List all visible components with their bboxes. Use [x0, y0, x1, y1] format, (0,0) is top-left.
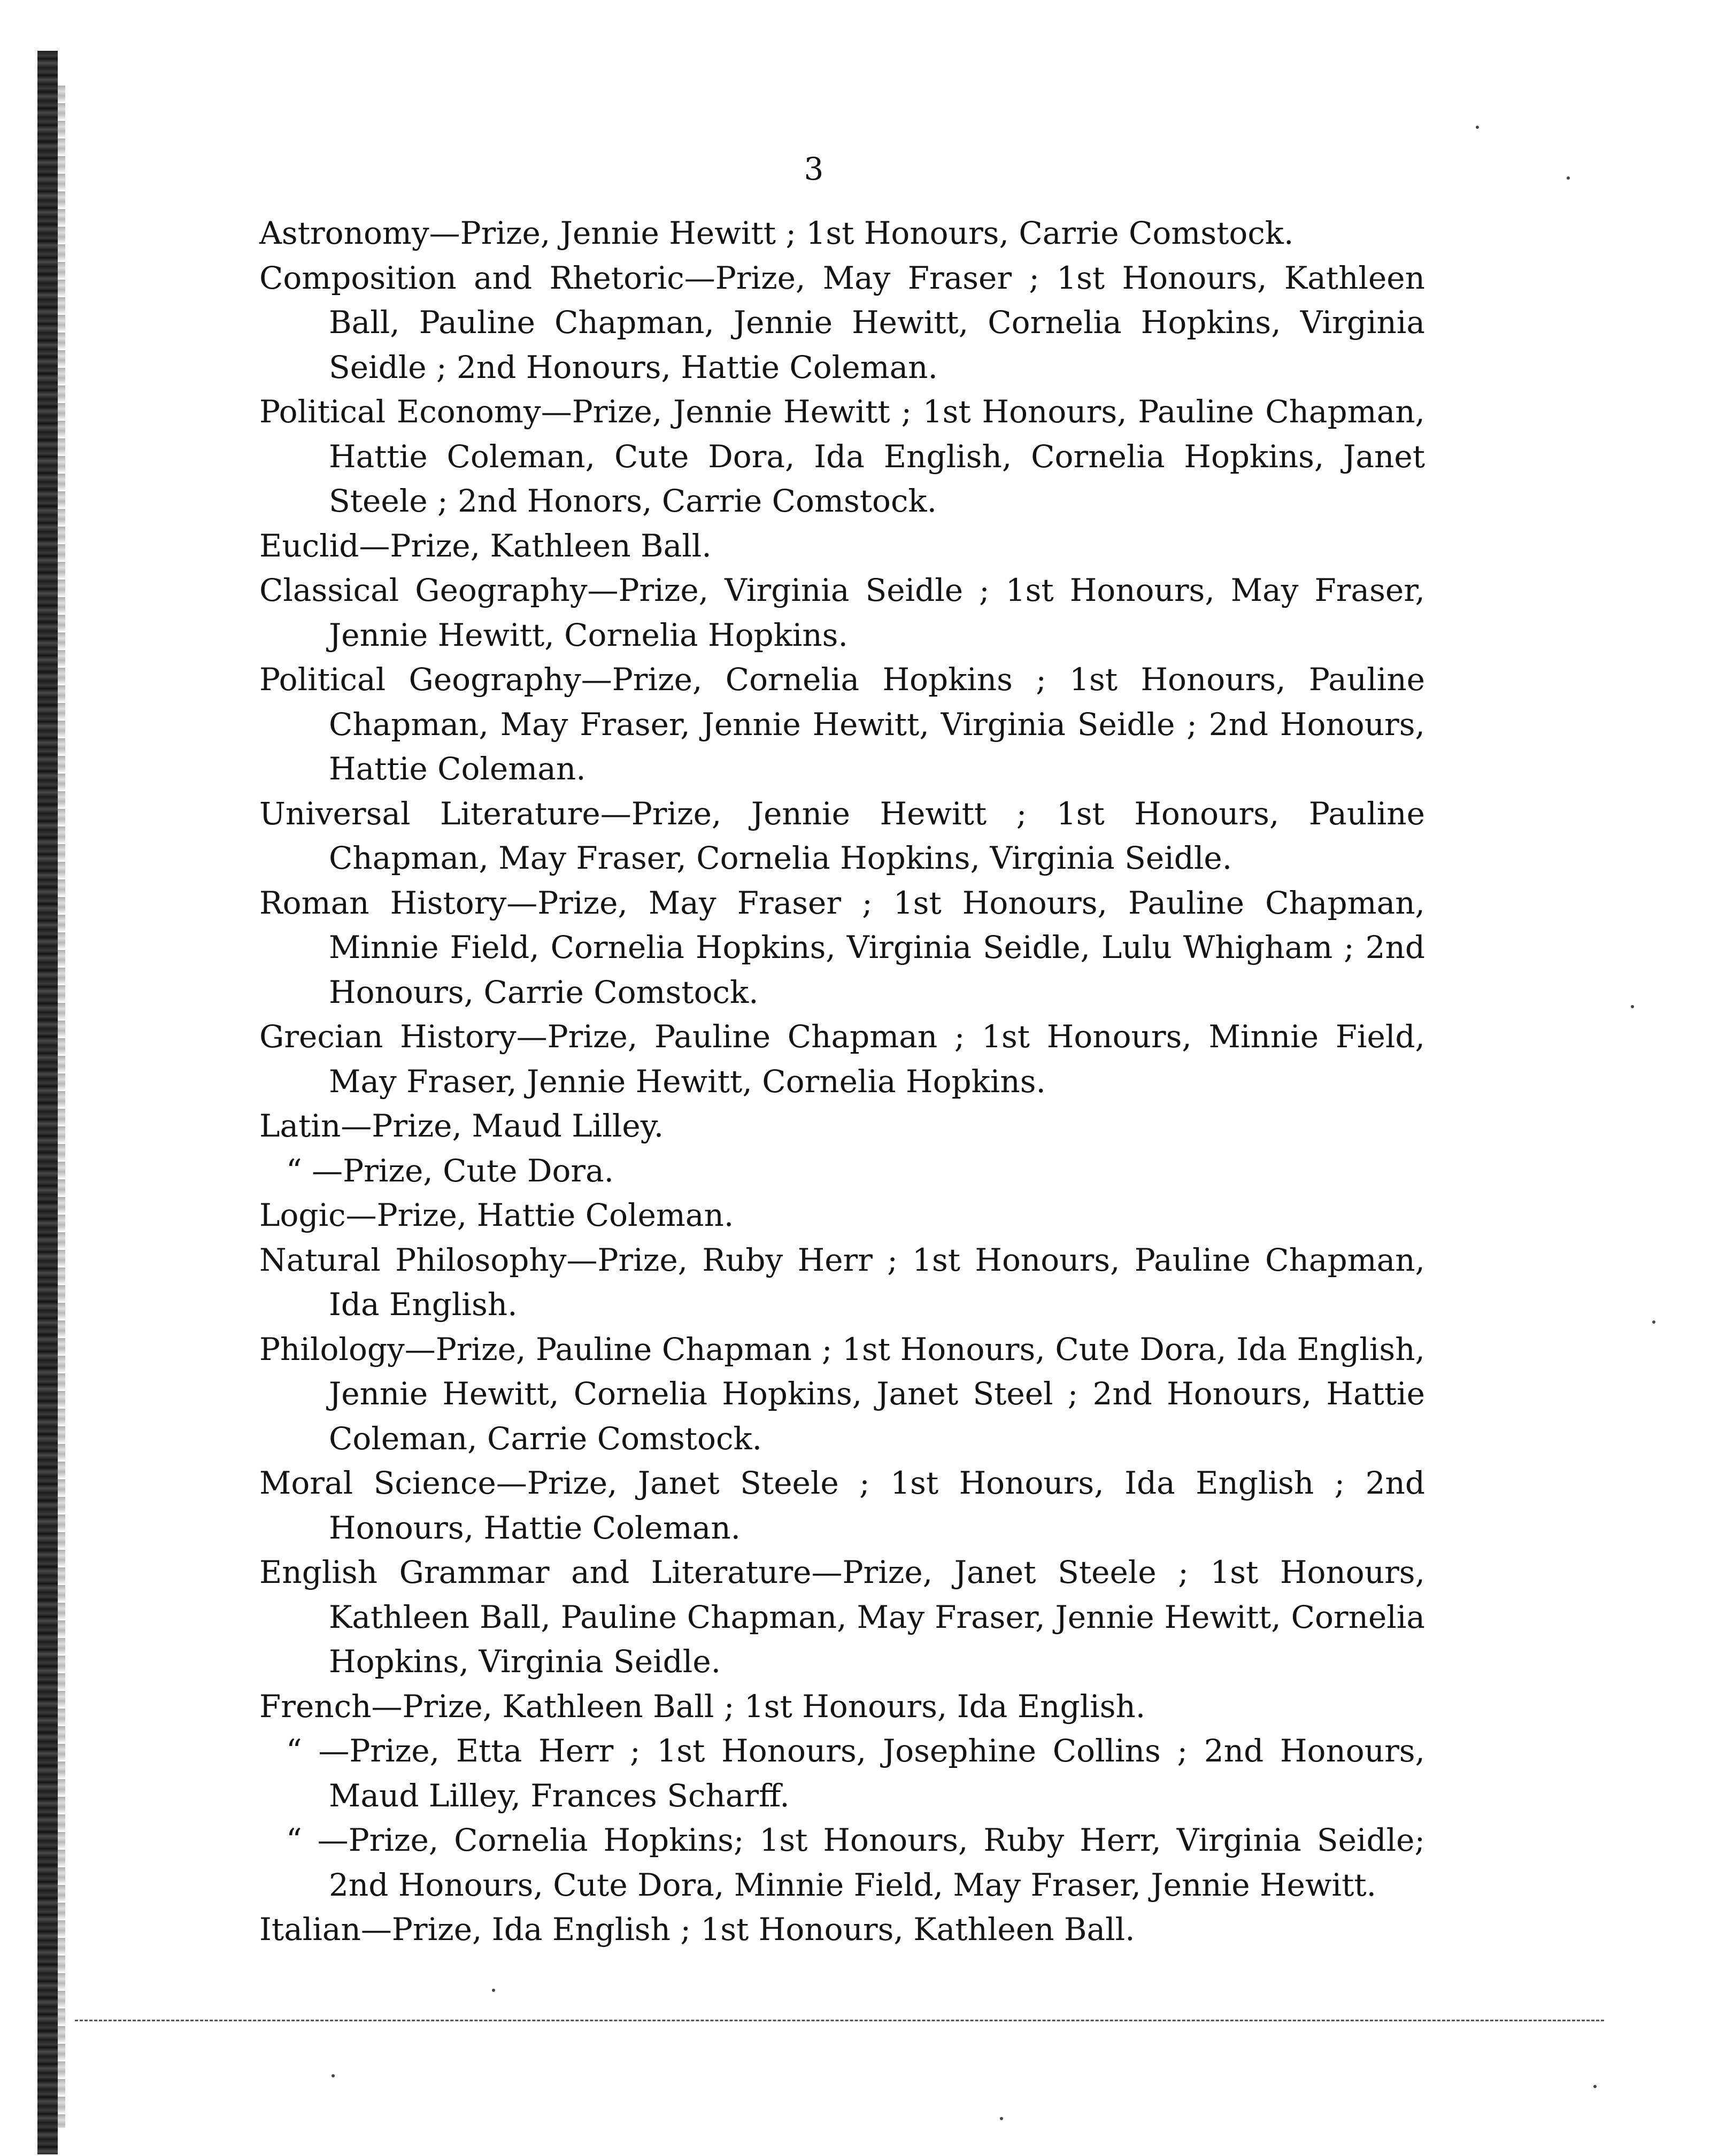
- scan-speck: [1476, 126, 1479, 129]
- entry-english-grammar-and-literature: English Grammar and Literature—Prize, Janet Steele ; 1st Honours, Kathleen Ball, Pauline Chapman, May Fraser, Jennie Hewitt, Cornelia Hopkins, Virginia Seidle.: [259, 1554, 1425, 1680]
- entry-french-ditto-1: “ —Prize, Etta Herr ; 1st Honours, Josephine Collins ; 2nd Honours, Maud Lilley, Frances Scharff.: [286, 1733, 1425, 1814]
- entry-euclid: Euclid—Prize, Kathleen Ball.: [259, 527, 712, 564]
- entry-philology: Philology—Prize, Pauline Chapman ; 1st Honours, Cute Dora, Ida English, Jennie Hewitt, Cornelia Hopkins, Janet Steel ; 2nd Honours, Hattie Coleman, Carrie Comstock.: [259, 1331, 1425, 1457]
- scan-speck: [332, 2074, 335, 2077]
- entry-composition-and-rhetoric: Composition and Rhetoric—Prize, May Fraser ; 1st Honours, Kathleen Ball, Pauline Chapman, Jennie Hewitt, Cornelia Hopkins, Virginia Seidle ; 2nd Honours, Hattie Coleman.: [259, 259, 1425, 385]
- entry-astronomy: Astronomy—Prize, Jennie Hewitt ; 1st Honours, Carrie Comstock.: [259, 215, 1294, 251]
- entry-roman-history: Roman History—Prize, May Fraser ; 1st Honours, Pauline Chapman, Minnie Field, Cornelia Hopkins, Virginia Seidle, Lulu Whigham ; 2nd Honours, Carrie Comstock.: [259, 884, 1425, 1010]
- entry-latin: Latin—Prize, Maud Lilley.: [259, 1108, 664, 1144]
- entry-political-economy: Political Economy—Prize, Jennie Hewitt ; 1st Honours, Pauline Chapman, Hattie Coleman, Cute Dora, Ida English, Cornelia Hopkins, Janet Steele ; 2nd Honors, Carrie Comstock.: [259, 393, 1425, 519]
- entry-moral-science: Moral Science—Prize, Janet Steele ; 1st Honours, Ida English ; 2nd Honours, Hattie Coleman.: [259, 1465, 1425, 1546]
- entry-political-geography: Political Geography—Prize, Cornelia Hopkins ; 1st Honours, Pauline Chapman, May Fraser, Jennie Hewitt, Virginia Seidle ; 2nd Honours, Hattie Coleman.: [259, 661, 1425, 787]
- entry-classical-geography: Classical Geography—Prize, Virginia Seidle ; 1st Honours, May Fraser, Jennie Hewitt, Cornelia Hopkins.: [259, 572, 1425, 653]
- entry-italian: Italian—Prize, Ida English ; 1st Honours, Kathleen Ball.: [259, 1911, 1135, 1948]
- scan-edge-shadow: [58, 86, 65, 2128]
- entry-french-ditto-2: “ —Prize, Cornelia Hopkins; 1st Honours, Ruby Herr, Virginia Seidle; 2nd Honours, Cute Dora, Minnie Field, May Fraser, Jennie Hewitt.: [286, 1822, 1425, 1903]
- entry-french: French—Prize, Kathleen Ball ; 1st Honours, Ida English.: [259, 1688, 1146, 1725]
- scan-binding-edge: [37, 51, 58, 2154]
- entry-natural-philosophy: Natural Philosophy—Prize, Ruby Herr ; 1st Honours, Pauline Chapman, Ida English.: [259, 1241, 1425, 1323]
- scan-speck: [1631, 1005, 1634, 1008]
- scan-speck: [1652, 1320, 1655, 1324]
- page-number: 3: [804, 151, 824, 187]
- scan-speck: [1000, 2117, 1003, 2120]
- dashed-divider: [75, 2020, 1604, 2021]
- scan-speck: [492, 1989, 495, 1992]
- entry-logic: Logic—Prize, Hattie Coleman.: [259, 1197, 734, 1233]
- scan-speck: [1567, 176, 1570, 180]
- prize-list: [259, 211, 1425, 1952]
- entry-grecian-history: Grecian History—Prize, Pauline Chapman ; 1st Honours, Minnie Field, May Fraser, Jennie Hewitt, Cornelia Hopkins.: [259, 1018, 1425, 1100]
- entry-latin-ditto: “ —Prize, Cute Dora.: [286, 1152, 614, 1189]
- entry-universal-literature: Universal Literature—Prize, Jennie Hewitt ; 1st Honours, Pauline Chapman, May Fraser, Cornelia Hopkins, Virginia Seidle.: [259, 795, 1425, 876]
- scan-speck: [1593, 2085, 1597, 2088]
